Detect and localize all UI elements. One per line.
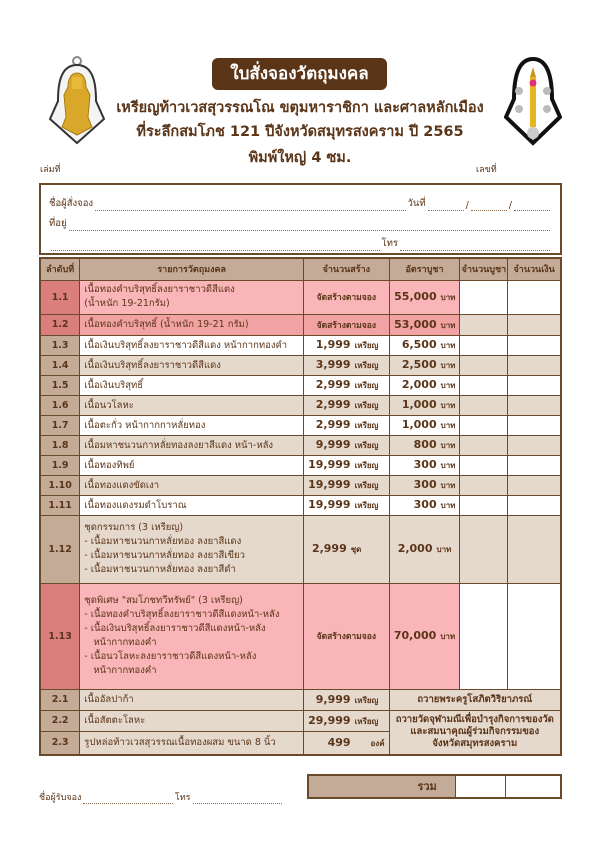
page-title: ใบสั่งจองวัตถุมงคล bbox=[212, 58, 387, 90]
row-price: 300 บาท bbox=[389, 495, 460, 515]
row-number: 2.1 bbox=[40, 689, 80, 710]
row-production-qty: 19,999 เหรียญ bbox=[304, 475, 389, 495]
receiver-line bbox=[39, 790, 284, 804]
order-qty-field[interactable] bbox=[460, 435, 508, 455]
row-price: 2,000 บาท bbox=[389, 515, 460, 583]
row-production-qty: จัดสร้างตามจอง bbox=[304, 314, 389, 335]
row-number: 1.11 bbox=[40, 495, 80, 515]
row-item bbox=[80, 415, 304, 435]
order-qty-field[interactable] bbox=[460, 355, 508, 375]
book-number-label: เล่มที่ bbox=[40, 165, 61, 175]
row-number: 1.9 bbox=[40, 455, 80, 475]
total-label: รวม bbox=[309, 776, 456, 797]
order-qty-field[interactable] bbox=[460, 583, 508, 689]
row-item: เนื้อสัตตะโลหะ bbox=[80, 710, 304, 731]
table-row bbox=[40, 314, 561, 335]
row-item bbox=[80, 515, 304, 583]
row-number: 1.10 bbox=[40, 475, 80, 495]
row-production-qty: 2,999 เหรียญ bbox=[304, 375, 389, 395]
donation-note-2: ถวายวัดจุฬามณีเพื่อบำรุงกิจการของวัด และสมนาคุณผู้ร่วมกิจกรรมของ จังหวัดสมุทรสงคราม bbox=[389, 710, 561, 755]
row-number: 1.1 bbox=[40, 280, 80, 314]
order-qty-field[interactable] bbox=[460, 455, 508, 475]
row-number: 1.12 bbox=[40, 515, 80, 583]
total-amount-field[interactable] bbox=[506, 776, 560, 797]
row-item bbox=[80, 314, 304, 335]
order-table bbox=[39, 257, 562, 756]
row-item bbox=[80, 395, 304, 415]
row-production-qty: 2,999 เหรียญ bbox=[304, 395, 389, 415]
row-item: เนื้ออัลปาก้า bbox=[80, 689, 304, 710]
table-row bbox=[40, 495, 561, 515]
order-amount-field[interactable] bbox=[508, 583, 561, 689]
order-qty-field[interactable] bbox=[460, 475, 508, 495]
order-qty-field[interactable] bbox=[460, 395, 508, 415]
order-amount-field[interactable] bbox=[508, 395, 561, 415]
row-price: 2,500 บาท bbox=[389, 355, 460, 375]
address-field[interactable] bbox=[69, 219, 550, 231]
row-price: 53,000 บาท bbox=[389, 314, 460, 335]
subtitle-line-1: เหรียญท้าวเวสสุวรรณโณ ขตุมหาราชิกา และศาลหลักเมือง bbox=[116, 100, 484, 116]
row-production-qty: 2,999 ชุด bbox=[304, 515, 389, 583]
row-production-qty: 19,999 เหรียญ bbox=[304, 495, 389, 515]
row-price: 1,000 บาท bbox=[389, 415, 460, 435]
row-number: 1.5 bbox=[40, 375, 80, 395]
order-qty-field[interactable] bbox=[460, 375, 508, 395]
order-amount-field[interactable] bbox=[508, 455, 561, 475]
item-line: หน้ากากทองคำ bbox=[84, 665, 157, 676]
row-item: รูปหล่อท้าวเวสสุวรรณเนื้อทองผสม ขนาด 8 นิ้ว bbox=[80, 731, 304, 755]
header-production-qty: จำนวนสร้าง bbox=[304, 258, 389, 280]
item-line: - เนื้อมหาชนวนกาหลั่ยทอง ลงยาสีแดง bbox=[84, 536, 242, 547]
item-line: - เนื้อมหาชนวนกาหลั่ยทอง ลงยาสีเขียว bbox=[84, 550, 245, 561]
table-row-2-2 bbox=[40, 710, 561, 731]
table-row bbox=[40, 515, 561, 583]
header-amount: จำนวนเงิน bbox=[508, 258, 561, 280]
row-number: 1.6 bbox=[40, 395, 80, 415]
item-line: เนื้อทองทิพย์ bbox=[84, 459, 135, 471]
row-price: 300 บาท bbox=[389, 475, 460, 495]
row-production-qty: 1,999 เหรียญ bbox=[304, 335, 389, 355]
order-qty-field[interactable] bbox=[460, 335, 508, 355]
phone-label: โทร bbox=[381, 238, 398, 249]
orderer-name-field[interactable] bbox=[95, 199, 405, 211]
item-line: ชุดกรรมการ (3 เหรียญ) bbox=[84, 522, 184, 533]
table-row bbox=[40, 335, 561, 355]
item-line: เนื้อทองแดงรมดำโบราณ bbox=[84, 499, 187, 511]
address-field-line-2[interactable] bbox=[51, 239, 380, 251]
row-number: 1.7 bbox=[40, 415, 80, 435]
table-row bbox=[40, 375, 561, 395]
row-item bbox=[80, 583, 304, 689]
item-line: - เนื้อมหาชนวนกาหลั่ยทอง ลงยาสีดำ bbox=[84, 564, 236, 575]
order-amount-field[interactable] bbox=[508, 415, 561, 435]
address-label: ที่อยู่ bbox=[49, 218, 67, 229]
item-line: เนื้อนวโลหะ bbox=[84, 399, 134, 411]
row-item bbox=[80, 355, 304, 375]
date-separator: / bbox=[508, 200, 512, 211]
order-qty-field[interactable] bbox=[460, 314, 508, 335]
table-row bbox=[40, 395, 561, 415]
row-production-qty: จัดสร้างตามจอง bbox=[304, 583, 389, 689]
row-item bbox=[80, 280, 304, 314]
order-qty-field[interactable] bbox=[460, 280, 508, 314]
item-line: เนื้อเงินบริสุทธิ์ลงยาราชาวดีสีแดง bbox=[84, 359, 221, 371]
order-qty-field[interactable] bbox=[460, 515, 508, 583]
item-line: - เนื้อเงินบริสุทธิ์ลงยาราชาวดีสีแดงหน้า-หลัง bbox=[84, 623, 266, 634]
row-price: 2,000 บาท bbox=[389, 375, 460, 395]
total-box bbox=[307, 774, 562, 799]
order-amount-field[interactable] bbox=[508, 335, 561, 355]
item-line: เนื้อทองแดงขัดเงา bbox=[84, 479, 160, 491]
order-amount-field[interactable] bbox=[508, 515, 561, 583]
receiver-phone-label: โทร bbox=[174, 793, 191, 803]
item-line: หน้ากากทองคำ bbox=[84, 637, 157, 648]
phone-field[interactable] bbox=[400, 239, 550, 251]
item-line: เนื้อมหาชนวนกาหลั่ยทองลงยาสีแดง หน้า-หลัง bbox=[84, 439, 274, 451]
table-row bbox=[40, 415, 561, 435]
item-line: เนื้อเงินบริสุทธิ์ลงยาราชาวดีสีแดง หน้ากากทองคำ bbox=[84, 339, 288, 351]
table-header-row bbox=[40, 258, 561, 280]
row-item bbox=[80, 375, 304, 395]
order-amount-field[interactable] bbox=[508, 355, 561, 375]
receiver-label: ชื่อผู้รับจอง bbox=[39, 793, 82, 803]
table-row-2-1 bbox=[40, 689, 561, 710]
date-separator: / bbox=[465, 200, 469, 211]
row-number: 1.8 bbox=[40, 435, 80, 455]
item-line: เนื้อตะกั่ว หน้ากากกาหลั่ยทอง bbox=[84, 419, 206, 431]
row-number: 1.2 bbox=[40, 314, 80, 335]
row-number: 1.3 bbox=[40, 335, 80, 355]
table-row bbox=[40, 435, 561, 455]
row-production-qty: 19,999 เหรียญ bbox=[304, 455, 389, 475]
row-price: 800 บาท bbox=[389, 435, 460, 455]
header-price: อัตราบูชา bbox=[389, 258, 460, 280]
row-production-qty: 499 องค์ bbox=[304, 731, 389, 755]
date-month-field[interactable] bbox=[471, 199, 507, 211]
row-item bbox=[80, 455, 304, 475]
table-row bbox=[40, 280, 561, 314]
orderer-info-box bbox=[39, 183, 562, 255]
row-price: 300 บาท bbox=[389, 455, 460, 475]
table-row bbox=[40, 355, 561, 375]
receiver-name-field[interactable] bbox=[83, 792, 172, 804]
item-line: เนื้อเงินบริสุทธิ์ bbox=[84, 379, 144, 391]
row-item bbox=[80, 475, 304, 495]
date-year-field[interactable] bbox=[514, 199, 550, 211]
item-line: ชุดพิเศษ "สมโภชทวีทรัพย์" (3 เหรียญ) bbox=[84, 595, 243, 606]
row-production-qty: 3,999 เหรียญ bbox=[304, 355, 389, 375]
table-row bbox=[40, 455, 561, 475]
row-number: 2.3 bbox=[40, 731, 80, 755]
table-row bbox=[40, 583, 561, 689]
date-label: วันที่ bbox=[407, 198, 426, 209]
item-line: เนื้อทองคำบริสุทธิ์ (น้ำหนัก 19-21 กรัม) bbox=[84, 319, 249, 330]
row-price: 1,000 บาท bbox=[389, 395, 460, 415]
row-production-qty: 2,999 เหรียญ bbox=[304, 415, 389, 435]
order-qty-field[interactable] bbox=[460, 495, 508, 515]
subtitle-line-3: พิมพ์ใหญ่ 4 ซม. bbox=[248, 150, 352, 166]
row-number: 2.2 bbox=[40, 710, 80, 731]
row-item bbox=[80, 495, 304, 515]
order-qty-field[interactable] bbox=[460, 415, 508, 435]
subtitle-line-2: ที่ระลึกสมโภช 121 ปีจังหวัดสมุทรสงคราม ปี 2565 bbox=[136, 124, 464, 140]
serial-number-label: เลขที่ bbox=[476, 165, 497, 175]
item-line: (น้ำหนัก 19-21กรัม) bbox=[84, 298, 170, 309]
total-qty-field[interactable] bbox=[456, 776, 506, 797]
date-day-field[interactable] bbox=[428, 199, 464, 211]
row-item bbox=[80, 435, 304, 455]
header-number: ลำดับที่ bbox=[40, 258, 80, 280]
orderer-name-label: ชื่อผู้สั่งจอง bbox=[49, 198, 94, 209]
row-production-qty: 29,999 เหรียญ bbox=[304, 710, 389, 731]
item-line: - เนื้อทองคำบริสุทธิ์ลงยาราชาวดีสีแดงหน้า-หลัง bbox=[84, 609, 280, 620]
row-number: 1.4 bbox=[40, 355, 80, 375]
row-production-qty: 9,999 เหรียญ bbox=[304, 435, 389, 455]
order-amount-field[interactable] bbox=[508, 280, 561, 314]
row-price: 6,500 บาท bbox=[389, 335, 460, 355]
row-price: 70,000 บาท bbox=[389, 583, 460, 689]
order-amount-field[interactable] bbox=[508, 475, 561, 495]
order-amount-field[interactable] bbox=[508, 495, 561, 515]
donation-note-1: ถวายพระครูโสภิตวิริยาภรณ์ bbox=[389, 689, 561, 710]
table-row bbox=[40, 475, 561, 495]
header-order-qty: จำนวนบูชา bbox=[460, 258, 508, 280]
receiver-phone-field[interactable] bbox=[193, 792, 282, 804]
item-line: - เนื้อนวโลหะลงยาราชาวดีสีแดงหน้า-หลัง bbox=[84, 651, 257, 662]
row-number: 1.13 bbox=[40, 583, 80, 689]
row-production-qty: จัดสร้างตามจอง bbox=[304, 280, 389, 314]
order-amount-field[interactable] bbox=[508, 314, 561, 335]
row-item bbox=[80, 335, 304, 355]
order-amount-field[interactable] bbox=[508, 435, 561, 455]
row-price: 55,000 บาท bbox=[389, 280, 460, 314]
header-item: รายการวัตถุมงคล bbox=[80, 258, 304, 280]
item-line: เนื้อทองคำบริสุทธิ์ลงยาราชาวดีสีแดง bbox=[84, 284, 235, 295]
order-amount-field[interactable] bbox=[508, 375, 561, 395]
row-production-qty: 9,999 เหรียญ bbox=[304, 689, 389, 710]
